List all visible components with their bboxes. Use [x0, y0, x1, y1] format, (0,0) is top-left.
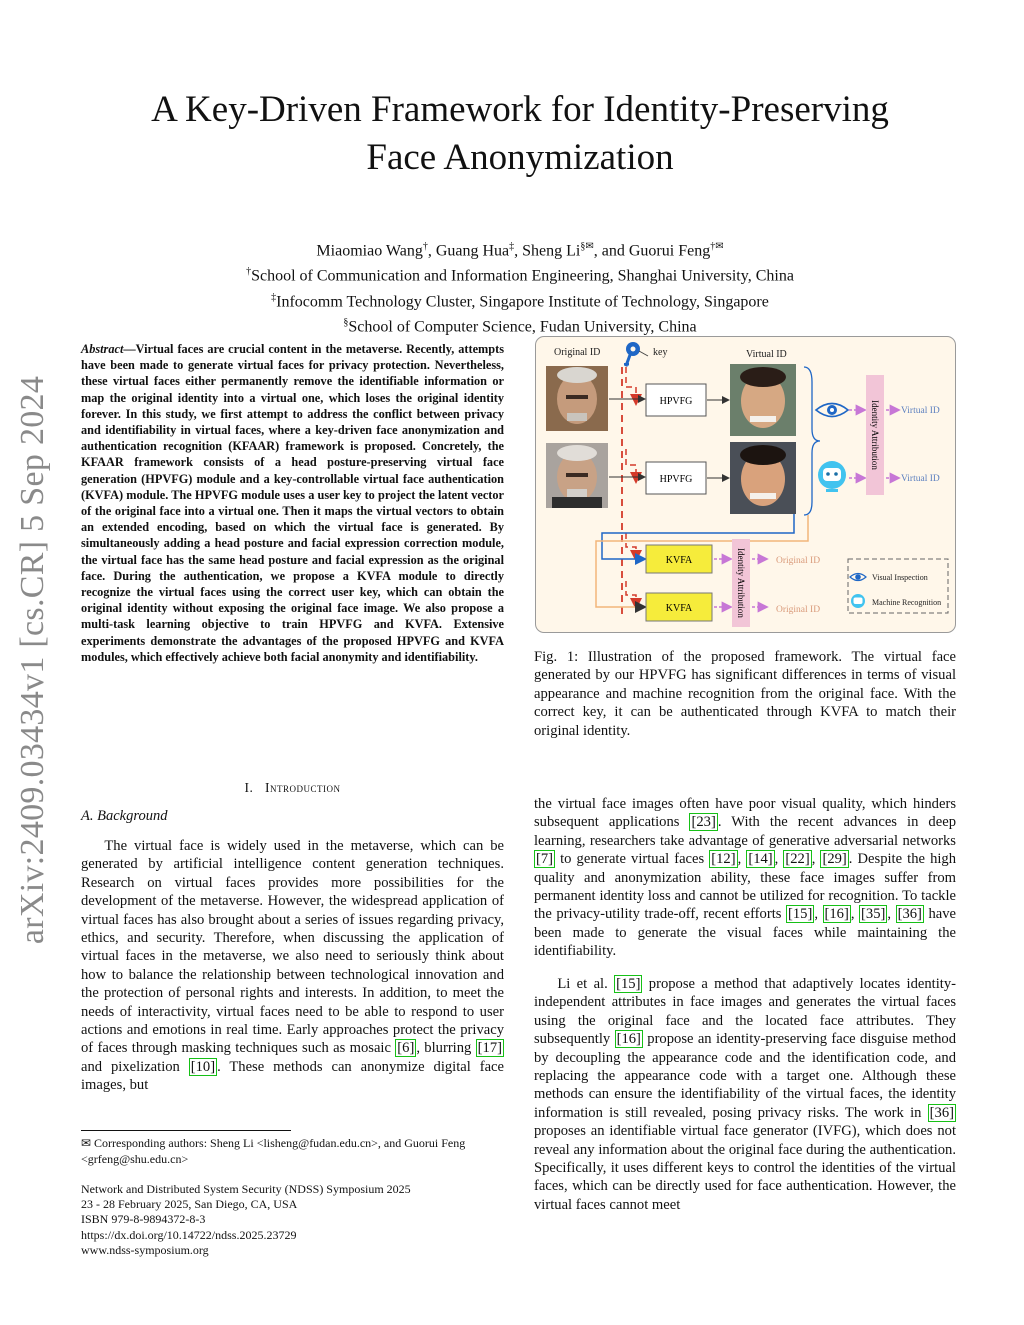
citation-link[interactable]: [16]: [824, 906, 849, 923]
affiliation-1: [80, 261, 960, 286]
figure-caption: Fig. 1: Illustration of the proposed framework. The virtual face generated by our HPVFG has significant differences in terms of visual appearance and machine recognition from the original face. With the correct key, it can be authenticated through KVFA to match their original identity.: [534, 649, 956, 739]
author-sep: ,: [427, 242, 436, 260]
abstract: [81, 341, 504, 665]
virtual-face-photo-2: [730, 442, 796, 514]
abstract-dash: —: [123, 342, 136, 356]
key-icon: [624, 342, 648, 367]
author-3-mark: [580, 241, 593, 252]
text-run: have been made to generate the visual faces while maintaining the identifiability.: [534, 906, 957, 960]
text-run: ,: [737, 851, 747, 868]
venue-line: 23 - 28 February 2025, San Diego, CA, USA: [81, 1197, 298, 1212]
key-path-kvfa-2: [626, 581, 636, 607]
key-path-hpvfg-1: [626, 367, 636, 403]
envelope-icon: ✉: [715, 241, 724, 252]
key-path-kvfa-1: [626, 533, 636, 559]
text-run: ,: [774, 851, 784, 868]
text-run: proposes an identifiable virtual face generator (IVFG), which does not reveal any information about the original face during the authentication. Specifically, it uses different keys to control the identities of the virtual faces, which can be directly used for face authentication. However, the virtual faces cannot meet: [534, 1123, 956, 1213]
footnote: ✉ Corresponding authors: Sheng Li <lisheng@fudan.edu.cn>, and Guorui Feng <grfeng@shu.edu.cn>: [81, 1136, 466, 1166]
doi-link[interactable]: https://dx.doi.org/10.14722/ndss.2025.23729: [81, 1227, 297, 1242]
citation-link[interactable]: [15]: [787, 906, 813, 923]
text-run: , blurring: [416, 1040, 476, 1057]
venue-info: [81, 1182, 504, 1258]
section-title: Introduction: [265, 780, 341, 795]
footnote-rule: [81, 1130, 291, 1131]
author-1: Miaomiao Wang: [316, 242, 423, 260]
identity-attribution-label-lower: Identity Attribution: [736, 548, 746, 618]
eye-icon: [816, 404, 848, 417]
intro-paragraph-right-1: [534, 795, 956, 961]
framework-diagram: [536, 337, 956, 633]
affiliation-text: School of Communication and Information Engineering, Shanghai University, China: [251, 267, 794, 285]
paper-title: [80, 86, 960, 182]
text-run: and pixelization: [81, 1058, 189, 1075]
citation-link[interactable]: [15]: [616, 976, 641, 992]
text-run: to generate virtual faces: [555, 851, 710, 868]
citation-link[interactable]: [23]: [691, 814, 716, 831]
citation-link[interactable]: [36]: [929, 1104, 954, 1121]
citation-link[interactable]: [22]: [785, 851, 810, 868]
citation-link[interactable]: [16]: [616, 1031, 641, 1048]
output-original-id-1: Original ID: [776, 556, 821, 566]
section-number: I.: [244, 780, 254, 795]
kvfa-label-2: KVFA: [665, 603, 693, 614]
text-run: propose a method that adaptively locates identity-independent attributes in face images and generates the virtual faces using the original face and the located face attributes. They subsequently: [534, 976, 956, 1048]
affiliation-mark: ‡: [271, 291, 277, 303]
intro-paragraph-left: [81, 837, 504, 1095]
kvfa-label-1: KVFA: [665, 555, 693, 566]
venue-line: Network and Distributed System Security (NDSS) Symposium 2025: [81, 1182, 411, 1196]
author-names: [80, 236, 960, 261]
author-2: Guang Hua: [435, 242, 510, 260]
label-virtual-id: Virtual ID: [746, 349, 787, 360]
text-run: the virtual face images often have poor visual quality, which hinders subsequent applications: [534, 796, 956, 831]
citation-link[interactable]: [35]: [861, 906, 886, 923]
label-key: key: [653, 347, 668, 358]
citation-link[interactable]: [12]: [711, 851, 736, 868]
abstract-text: Virtual faces are crucial content in the metaverse. Recently, attempts have been made to generate virtual faces for privacy protection. Nevertheless, these virtual faces either permanently remove the identifiable information or map the original identity into a virtual one, which loses the original identity forever. In this study, we first attempt to address the conflict between privacy and identifiability in virtual faces, where a key-driven face anonymization and authentication recognition (KFAAR) framework is proposed. Concretely, the KFAAR framework consists of a head posture-preserving virtual face generation (HPVFG) module and a key-controllable virtual face authentication (KVFA) module. The HPVFG module uses a user key to project the latent vector of the original face into a virtual one. Then it maps the virtual vectors to obtain an extended encoding, based on which the virtual face is generated. By simultaneously adding a head posture and facial expression correction module, the virtual face has the same head posture and facial expression as the original face. During the authentication, we propose a KVFA module to directly recognize the virtual faces using the correct user key, which can obtain the original identity without exposing the original face image. We also propose a multi-task learning objective to train HPVFG and KVFA. Extensive experiments demonstrate the advantages of the proposed HPVFG and KVFA modules, which effectively achieve both facial anonymity and identifiability.: [81, 342, 504, 664]
legend-eye-icon: [850, 574, 866, 581]
subsection-heading: A. Background: [81, 808, 168, 824]
affiliation-mark: §: [343, 316, 349, 328]
envelope-icon: ✉: [585, 241, 594, 252]
text-run: . Despite the high quality and anonymization ability, these face images suffer from permanent identity loss and cannot be utilized for recognition. To tackle the privacy-utility trade-off, recent efforts: [534, 851, 957, 923]
title-line-2: Face Anonymization: [366, 137, 674, 178]
virtual-face-photo-1: [730, 364, 796, 436]
section-mark: §: [580, 241, 586, 252]
affiliation-2: [80, 287, 960, 312]
arxiv-identifier-text: arXiv:2409.03434v1 [cs.CR] 5 Sep 2024: [14, 375, 51, 945]
original-face-photo-1: [546, 366, 608, 431]
robot-icon: [818, 461, 846, 492]
author-4: Guorui Feng: [628, 242, 711, 260]
citation-link[interactable]: [14]: [748, 851, 773, 868]
text-run: propose an identity-preserving face disguise method by decoupling the appearance code and the identification code, and replacing the appearance code with a target one. Although these methods can ensure the identifiability of the virtual faces, the identity information is still revealed, posing privacy risks. The work in: [534, 1031, 956, 1121]
author-and: , and: [593, 242, 629, 260]
website-link[interactable]: www.ndss-symposium.org: [81, 1242, 209, 1257]
citation-link[interactable]: [10]: [190, 1058, 216, 1075]
paragraph: [534, 795, 956, 961]
author-1-mark: †: [422, 241, 428, 252]
venue-line: ISBN 979-8-9894372-8-3: [81, 1212, 206, 1227]
hpvfg-label-2: HPVFG: [659, 474, 693, 485]
author-4-mark: [710, 241, 723, 252]
key-path-hpvfg-2: [626, 449, 636, 481]
citation-link[interactable]: [6]: [397, 1040, 415, 1057]
paragraph: [534, 975, 956, 1214]
output-virtual-id-2: Virtual ID: [901, 474, 940, 484]
text-run: The virtual face is widely used in the metaverse, which can be generated by artificial intelligence content generation techniques. Research on virtual faces provides more possibilities for the development of the metaverse. However, the widespread application of virtual faces has also brought about a series of issues regarding privacy, ethics, and security. Therefore, when discussing the application of virtual faces in the metaverse, we also need to seriously think about how to balance the relationship between technological innovation and the protection of personal rights and interests. In addition, to meet the needs of interactivity, virtual faces need to be able to respond to user actions and emotions in real time. Early approaches protect the privacy of faces through masking techniques such as mosaic: [81, 838, 504, 1057]
abstract-lead: Abstract: [81, 342, 124, 356]
affiliation-text: School of Computer Science, Fudan University, China: [348, 318, 697, 336]
text-run: ,: [814, 906, 823, 923]
author-2-mark: ‡: [509, 241, 515, 252]
text-run: . These methods can anonymize digital face images, but: [81, 1058, 505, 1094]
output-original-id-2: Original ID: [776, 605, 821, 615]
arxiv-identifier-stamp: [6, 360, 60, 960]
author-sep: ,: [514, 242, 523, 260]
dagger-mark: †: [710, 241, 716, 252]
author-block: [80, 236, 960, 337]
text-run: ,: [850, 906, 860, 923]
affiliation-text: Infocomm Technology Cluster, Singapore Institute of Technology, Singapore: [276, 292, 769, 310]
text-run: . With the recent advances in deep learning, researchers take advantage of generative adversarial networks: [534, 814, 956, 849]
brace: [804, 367, 820, 515]
author-3: Sheng Li: [522, 242, 581, 260]
title-line-1: A Key-Driven Framework for Identity-Preserving: [151, 89, 889, 130]
figure-1: [535, 336, 956, 633]
legend-machine-recognition: Machine Recognition: [872, 598, 942, 607]
section-heading: [81, 780, 504, 796]
label-original-id: Original ID: [554, 347, 601, 358]
output-virtual-id-1: Virtual ID: [901, 406, 940, 416]
text-run: Li et al.: [557, 976, 615, 992]
identity-attribution-label-upper: Identity Attribution: [870, 400, 880, 470]
intro-paragraph-right-2: [534, 975, 956, 1214]
legend-robot-icon: [851, 594, 865, 608]
citation-link[interactable]: [17]: [477, 1040, 502, 1057]
text-run: ,: [811, 851, 821, 868]
affiliation-3: [80, 312, 960, 337]
citation-link[interactable]: [36]: [897, 906, 922, 923]
affiliation-mark: †: [246, 266, 252, 278]
citation-link[interactable]: [29]: [822, 851, 847, 868]
text-run: ,: [887, 906, 896, 923]
original-face-photo-2: [546, 443, 608, 508]
paragraph: [81, 837, 504, 1095]
hpvfg-label-1: HPVFG: [659, 396, 693, 407]
legend-visual-inspection: Visual Inspection: [872, 573, 928, 582]
citation-link[interactable]: [7]: [536, 851, 554, 868]
